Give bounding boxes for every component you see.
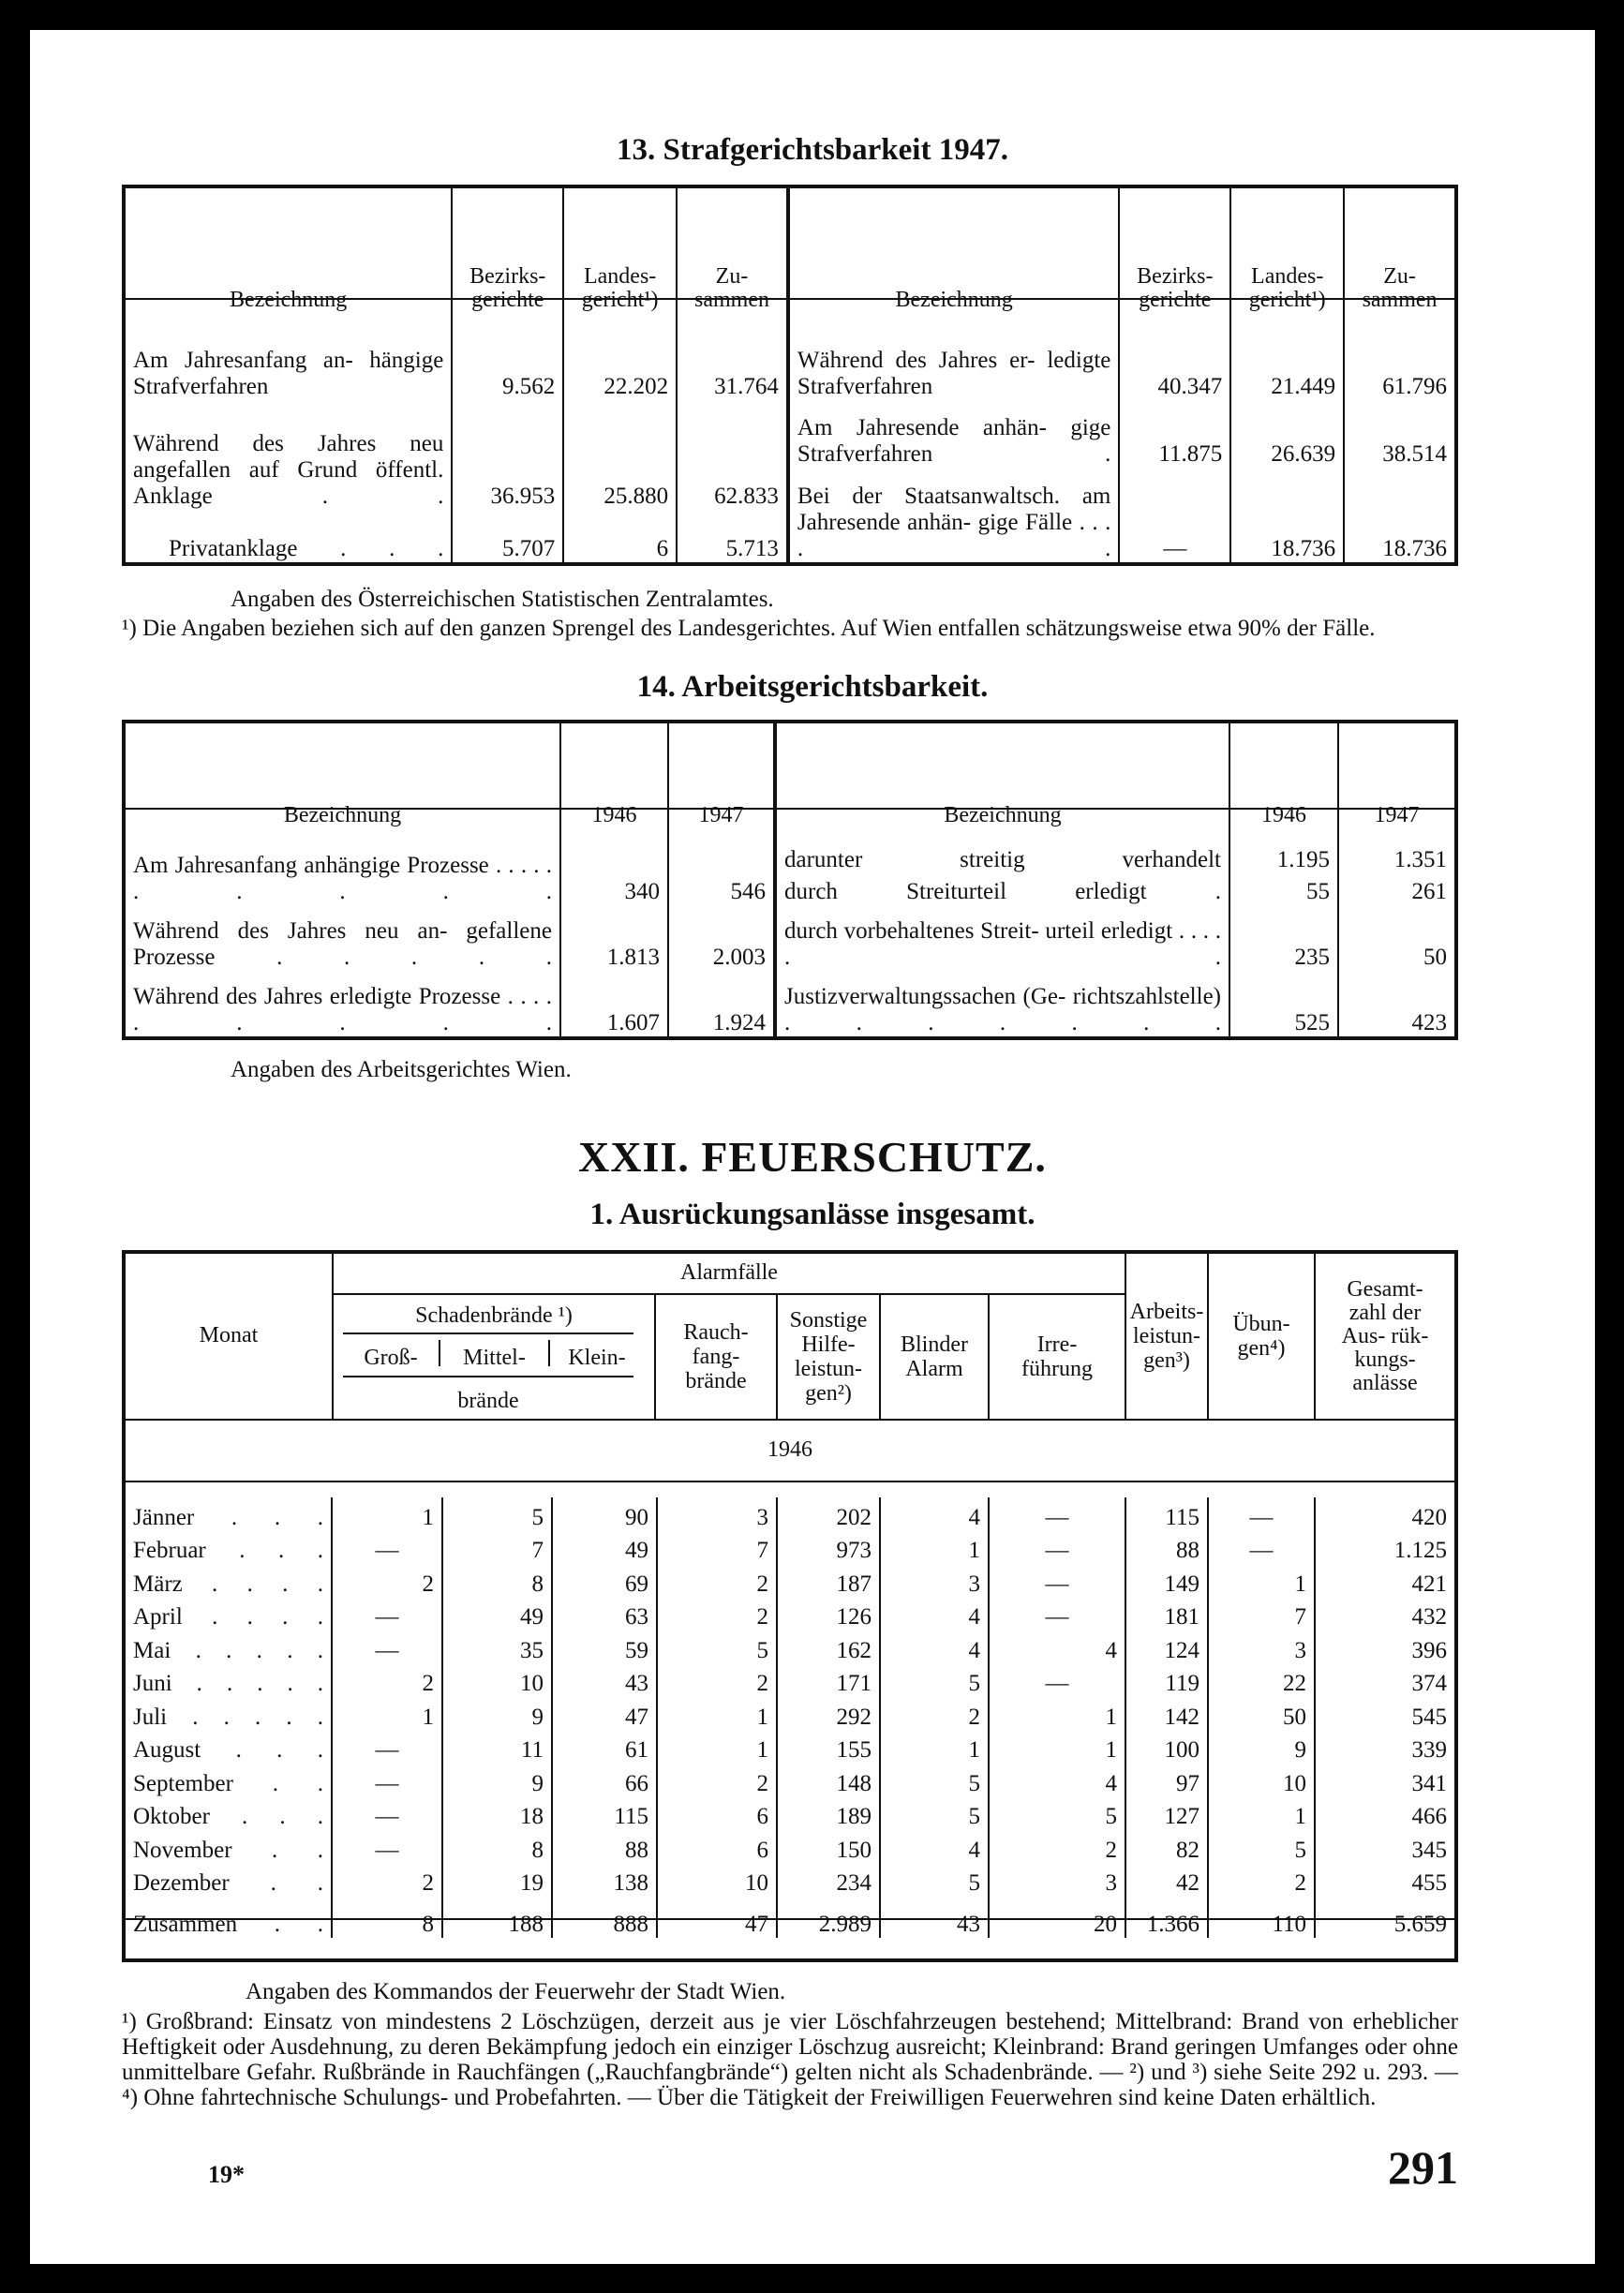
cell: 2.003 <box>668 905 775 971</box>
cell: 5 <box>880 1764 989 1797</box>
cell: 43 <box>552 1664 657 1698</box>
cell: 235 <box>1229 905 1338 971</box>
cell: 2.989 <box>777 1897 880 1938</box>
cell: 8 <box>332 1897 442 1938</box>
header-mittel: Mittel- <box>463 1346 526 1370</box>
cell: 22 <box>1208 1664 1315 1698</box>
cell: — <box>989 1564 1125 1598</box>
cell: 455 <box>1315 1864 1454 1898</box>
header-1947-left: 1947 <box>668 723 775 827</box>
cell: 36.953 <box>452 400 563 510</box>
header-braende: brände <box>457 1389 519 1413</box>
cell: 420 <box>1315 1497 1454 1531</box>
header-sonstige <box>778 1295 879 1419</box>
cell: 973 <box>777 1531 880 1565</box>
cell: 1 <box>880 1531 989 1565</box>
row-label: Während des Jahres neu angefallen auf Grund öffentl. Anklage . . <box>133 430 444 509</box>
cell: 1.607 <box>560 971 668 1036</box>
table-row <box>126 1864 1454 1898</box>
header-bezeichnung-right: Bezeichnung <box>788 188 1119 312</box>
cell: 3 <box>989 1864 1125 1898</box>
cell: 4 <box>880 1830 989 1864</box>
cell: — <box>989 1531 1125 1565</box>
cell: 5 <box>880 1797 989 1831</box>
cell: 1 <box>1208 1564 1315 1598</box>
cell: 115 <box>552 1797 657 1831</box>
table-row <box>126 1697 1454 1731</box>
month-label: März . . . . <box>133 1571 323 1597</box>
month-label: November . . <box>133 1837 323 1863</box>
cell: 396 <box>1315 1630 1454 1664</box>
month-label: Juni . . . . . <box>133 1671 323 1696</box>
source-note-feuerschutz: Angaben des Kommandos der Feuerwehr der Stadt Wien. <box>246 1979 786 2004</box>
cell: 10 <box>1208 1764 1315 1797</box>
header-rauchfang <box>658 1295 774 1419</box>
cell: — <box>989 1664 1125 1698</box>
row-label: Während des Jahres erledigte Prozesse . . . . . . . . . <box>133 984 552 1035</box>
cell: 10 <box>657 1864 777 1898</box>
header-uebungen-text: Übun- gen⁴) <box>1232 1312 1290 1361</box>
cell: 374 <box>1315 1664 1454 1698</box>
cell: 63 <box>552 1598 657 1631</box>
cell: — <box>332 1598 442 1631</box>
cell: 26.639 <box>1230 400 1344 469</box>
cell: 1 <box>989 1697 1125 1731</box>
cell: 341 <box>1315 1764 1454 1797</box>
cell: 1.351 <box>1338 827 1454 872</box>
cell: 1.125 <box>1315 1531 1454 1565</box>
cell: 5.707 <box>452 510 563 562</box>
cell: 432 <box>1315 1598 1454 1631</box>
cell: 148 <box>777 1764 880 1797</box>
row-label: Am Jahresanfang anhängige Prozesse . . . . . . . . . . <box>133 852 552 904</box>
cell: 2 <box>657 1598 777 1631</box>
month-label: Dezember . . <box>133 1870 323 1896</box>
header-bezeichnung-right: Bezeichnung <box>775 723 1229 827</box>
cell: 2 <box>657 1564 777 1598</box>
cell: 49 <box>552 1531 657 1565</box>
cell: 2 <box>332 1664 442 1698</box>
strafgericht-table <box>126 188 1454 562</box>
cell: 55 <box>1229 873 1338 905</box>
cell: 187 <box>777 1564 880 1598</box>
cell: 115 <box>1125 1497 1208 1531</box>
cell: — <box>1208 1497 1315 1531</box>
page <box>30 30 1595 2264</box>
row-label: Am Jahresanfang an- hängige Strafverfahren <box>133 347 444 399</box>
header-bezeichnung-left: Bezeichnung <box>283 803 402 828</box>
footnote-feuerschutz: ¹) Großbrand: Einsatz von mindestens 2 Löschzügen, derzeit aus je vier Löschfahrzeugen bestehend; Mittelbrand: Brand von erheblicher Heftigkeit oder Ausdehnung, zu deren Bekämpfung jedoch ein einziger Löschzug ausreicht; Kleinbrand: Brand geringen Umfanges oder ohne unmittelbare Gefahr. Rußbrände in Rauchfängen („Rauchfangbrände“) gelten nicht als Schadenbrände. — ²) und ³) siehe Seite 292 u. 293. — ⁴) Ohne fahrtechnische Schulungs- und Probefahrten. — Über die Tätigkeit der Freiwilligen Feuerwehren sind keine Daten erhältlich. <box>122 2009 1458 2110</box>
table-row <box>126 1764 1454 1797</box>
cell: 2 <box>1208 1864 1315 1898</box>
cell: 100 <box>1125 1731 1208 1764</box>
cell: 188 <box>442 1897 552 1938</box>
signature-mark: 19* <box>208 2161 245 2188</box>
header-arbeits-text: Arbeits- leistun- gen³) <box>1129 1300 1204 1373</box>
cell: 61 <box>552 1731 657 1764</box>
cell: 4 <box>989 1764 1125 1797</box>
cell: 3 <box>1208 1630 1315 1664</box>
arbeitsgericht-table <box>126 723 1454 1036</box>
cell: 6 <box>657 1797 777 1831</box>
rule <box>343 1376 633 1377</box>
feuerschutz-table <box>126 1497 1454 1938</box>
header-arbeits <box>1126 1254 1207 1419</box>
cell: 40.347 <box>1119 312 1230 400</box>
header-blinder <box>881 1295 988 1419</box>
cell: 5.659 <box>1315 1897 1454 1938</box>
cell: — <box>332 1797 442 1831</box>
table-row <box>126 1564 1454 1598</box>
cell: 8 <box>442 1564 552 1598</box>
cell: 38.514 <box>1344 400 1454 469</box>
cell: 1.924 <box>668 971 775 1036</box>
cell: 11.875 <box>1119 400 1230 469</box>
rule <box>343 1333 633 1334</box>
cell: 59 <box>552 1630 657 1664</box>
cell: 127 <box>1125 1797 1208 1831</box>
cell: 155 <box>777 1731 880 1764</box>
cell: 545 <box>1315 1697 1454 1731</box>
month-label: Mai . . . . . <box>133 1637 323 1663</box>
row-label: Während des Jahres neu an- gefallene Prozesse . . . . . <box>133 917 552 970</box>
feuerschutz-year-rule <box>122 1481 1458 1482</box>
cell: 261 <box>1338 873 1454 905</box>
cell: 69 <box>552 1564 657 1598</box>
cell: 1 <box>332 1497 442 1531</box>
cell: 97 <box>1125 1764 1208 1797</box>
cell: 82 <box>1125 1830 1208 1864</box>
source-note-strafgericht: Angaben des Österreichischen Statistischen Zentralamtes. <box>231 587 774 612</box>
total-row <box>126 1897 1454 1938</box>
cell: 47 <box>552 1697 657 1731</box>
section-title-strafgericht: 13. Strafgerichtsbarkeit 1947. <box>617 133 1008 167</box>
cell: 1 <box>880 1731 989 1764</box>
cell: 7 <box>442 1531 552 1565</box>
month-label: Zusammen . . <box>133 1912 323 1937</box>
header-schadenbraende: Schadenbrände ¹) <box>415 1303 573 1328</box>
table-row <box>126 1664 1454 1698</box>
cell: 2 <box>657 1664 777 1698</box>
cell: 1.195 <box>1229 827 1338 872</box>
cell: 7 <box>1208 1598 1315 1631</box>
cell: — <box>989 1598 1125 1631</box>
header-zusammen-left: Zu- sammen <box>677 188 788 312</box>
cell: 20 <box>989 1897 1125 1938</box>
header-bezeichnung-left: Bezeichnung <box>230 288 348 313</box>
footnote-strafgericht: ¹) Die Angaben beziehen sich auf den ganzen Sprengel des Landesgerichtes. Auf Wien entfallen schätzungsweise etwa 90% der Fälle. <box>122 616 1376 641</box>
cell: 2 <box>657 1764 777 1797</box>
table-row <box>126 827 1454 872</box>
cell: 11 <box>442 1731 552 1764</box>
header-irre-text: Irre- führung <box>1021 1333 1093 1381</box>
table-row <box>126 905 1454 971</box>
cell: 162 <box>777 1630 880 1664</box>
cell: 4 <box>880 1497 989 1531</box>
source-note-arbeitsgericht: Angaben des Arbeitsgerichtes Wien. <box>231 1057 572 1082</box>
header-gesamt-text: Gesamt- zahl der Aus- rük- kungs- anlässe <box>1341 1276 1429 1395</box>
month-label: Oktober . . . <box>133 1804 323 1829</box>
cell: 19 <box>442 1864 552 1898</box>
cell: 189 <box>777 1797 880 1831</box>
cell: 88 <box>552 1830 657 1864</box>
cell: 21.449 <box>1230 312 1344 400</box>
row-label: durch Streiturteil erledigt . <box>775 873 1229 905</box>
cell: 47 <box>657 1897 777 1938</box>
cell: 202 <box>777 1497 880 1531</box>
cell: 35 <box>442 1630 552 1664</box>
cell: — <box>1208 1531 1315 1565</box>
table-row <box>126 400 1454 469</box>
table-row <box>126 1731 1454 1764</box>
cell: 9 <box>442 1764 552 1797</box>
cell: 9.562 <box>452 312 563 400</box>
cell: 22.202 <box>563 312 677 400</box>
cell: — <box>1119 468 1230 562</box>
header-landes-right: Landes- gericht¹) <box>1230 188 1344 312</box>
month-label: Jänner . . . <box>133 1504 323 1530</box>
header-monat: Monat <box>199 1323 259 1348</box>
feuerschutz-header-rule <box>122 1419 1458 1421</box>
table-row <box>126 312 1454 400</box>
cell: 119 <box>1125 1664 1208 1698</box>
header-uebungen <box>1209 1254 1314 1419</box>
cell: 1 <box>657 1731 777 1764</box>
header-1947-right: 1947 <box>1338 723 1454 827</box>
cell: 423 <box>1338 971 1454 1036</box>
cell: — <box>332 1531 442 1565</box>
row-label: Privatanklage . . . <box>169 536 444 561</box>
cell: 4 <box>880 1630 989 1664</box>
cell: 6 <box>563 510 677 562</box>
header-1946-right: 1946 <box>1229 723 1338 827</box>
cell: 2 <box>332 1864 442 1898</box>
cell: 525 <box>1229 971 1338 1036</box>
header-landes-left: Landes- gericht¹) <box>563 188 677 312</box>
cell: 2 <box>989 1830 1125 1864</box>
cell: — <box>332 1830 442 1864</box>
cell: 31.764 <box>677 312 788 400</box>
cell: 9 <box>442 1697 552 1731</box>
cell: — <box>989 1497 1125 1531</box>
header-1946-left: 1946 <box>560 723 668 827</box>
cell: 339 <box>1315 1731 1454 1764</box>
cell: 25.880 <box>563 400 677 510</box>
table-row <box>126 1797 1454 1831</box>
cell: 50 <box>1208 1697 1315 1731</box>
cell: 49 <box>442 1598 552 1631</box>
month-label: April . . . . <box>133 1604 323 1630</box>
header-rauchfang-text: Rauch- fang- brände <box>683 1320 749 1393</box>
cell: 466 <box>1315 1797 1454 1831</box>
cell: 2 <box>332 1564 442 1598</box>
cell: 5 <box>657 1630 777 1664</box>
cell: 1.366 <box>1125 1897 1208 1938</box>
cell: 126 <box>777 1598 880 1631</box>
cell: 421 <box>1315 1564 1454 1598</box>
header-bezirk-right: Bezirks- gerichte <box>1119 188 1230 312</box>
month-label: August . . . <box>133 1737 323 1763</box>
cell: 4 <box>880 1598 989 1631</box>
row-label: Während des Jahres er- ledigte Strafverfahren <box>788 312 1119 400</box>
header-bezirk-left: Bezirks- gerichte <box>452 188 563 312</box>
cell: 6 <box>657 1830 777 1864</box>
month-label: Juli . . . . . <box>133 1704 323 1730</box>
header-klein: Klein- <box>568 1346 626 1370</box>
cell: — <box>332 1630 442 1664</box>
cell: 5 <box>880 1664 989 1698</box>
cell: 88 <box>1125 1531 1208 1565</box>
header-irre <box>990 1295 1125 1419</box>
table-row <box>126 1497 1454 1531</box>
cell: 10 <box>442 1664 552 1698</box>
cell: 18.736 <box>1230 468 1344 562</box>
cell: 4 <box>989 1630 1125 1664</box>
header-gross: Groß- <box>364 1346 418 1370</box>
cell: 110 <box>1208 1897 1315 1938</box>
header-zusammen-right: Zu- sammen <box>1344 188 1454 312</box>
cell: 9 <box>1208 1731 1315 1764</box>
cell: 2 <box>880 1697 989 1731</box>
header-sonstige-text: Sonstige Hilfe- leistun- gen²) <box>789 1308 868 1406</box>
cell: 1 <box>332 1697 442 1731</box>
cell: 124 <box>1125 1630 1208 1664</box>
cell: 1 <box>1208 1797 1315 1831</box>
cell: — <box>332 1731 442 1764</box>
cell: 61.796 <box>1344 312 1454 400</box>
table-row <box>126 1531 1454 1565</box>
cell: 138 <box>552 1864 657 1898</box>
row-label: darunter streitig verhandelt <box>775 827 1229 872</box>
cell: 888 <box>552 1897 657 1938</box>
cell: 142 <box>1125 1697 1208 1731</box>
chapter-title: XXII. FEUERSCHUTZ. <box>578 1133 1047 1181</box>
cell: 1 <box>989 1731 1125 1764</box>
cell: 42 <box>1125 1864 1208 1898</box>
row-label: durch vorbehaltenes Streit- urteil erledigt . . . . . . <box>775 905 1229 971</box>
table-row <box>126 1830 1454 1864</box>
month-label: September . . <box>133 1770 323 1796</box>
row-label: Justizverwaltungssachen (Ge- richtszahlstelle) . . . . . . . <box>775 971 1229 1036</box>
cell: 50 <box>1338 905 1454 971</box>
page-number: 291 <box>1388 2141 1458 2194</box>
section-title-feuerschutz: 1. Ausrückungsanlässe insgesamt. <box>589 1198 1035 1231</box>
cell: 43 <box>880 1897 989 1938</box>
cell: 5 <box>880 1864 989 1898</box>
header-gesamt <box>1316 1254 1454 1419</box>
cell: 149 <box>1125 1564 1208 1598</box>
year-label: 1946 <box>767 1437 812 1462</box>
table-row <box>126 1598 1454 1631</box>
header-blinder-text: Blinder Alarm <box>901 1333 968 1381</box>
cell: — <box>332 1764 442 1797</box>
header-alarmfaelle: Alarmfälle <box>680 1260 778 1285</box>
cell: 345 <box>1315 1830 1454 1864</box>
cell: 5.713 <box>677 510 788 562</box>
cell: 18.736 <box>1344 468 1454 562</box>
cell: 18 <box>442 1797 552 1831</box>
cell: 3 <box>880 1564 989 1598</box>
cell: 7 <box>657 1531 777 1565</box>
cell: 546 <box>668 827 775 904</box>
table-row <box>126 1630 1454 1664</box>
cell: 66 <box>552 1764 657 1797</box>
cell: 5 <box>989 1797 1125 1831</box>
cell: 5 <box>1208 1830 1315 1864</box>
cell: 90 <box>552 1497 657 1531</box>
cell: 171 <box>777 1664 880 1698</box>
cell: 181 <box>1125 1598 1208 1631</box>
cell: 62.833 <box>677 400 788 510</box>
cell: 292 <box>777 1697 880 1731</box>
cell: 340 <box>560 827 668 904</box>
cell: 150 <box>777 1830 880 1864</box>
cell: 1 <box>657 1697 777 1731</box>
row-label: Am Jahresende anhän- gige Strafverfahren . <box>788 400 1119 469</box>
cell: 3 <box>657 1497 777 1531</box>
month-label: Februar . . . <box>133 1538 323 1563</box>
table-row <box>126 971 1454 1036</box>
row-label: Bei der Staatsanwaltsch. am Jahresende anhän- gige Fälle . . . . . <box>788 468 1119 562</box>
cell: 5 <box>442 1497 552 1531</box>
cell: 1.813 <box>560 905 668 971</box>
section-title-arbeitsgericht: 14. Arbeitsgerichtsbarkeit. <box>636 670 989 704</box>
cell: 8 <box>442 1830 552 1864</box>
rule <box>654 1293 656 1421</box>
cell: 234 <box>777 1864 880 1898</box>
